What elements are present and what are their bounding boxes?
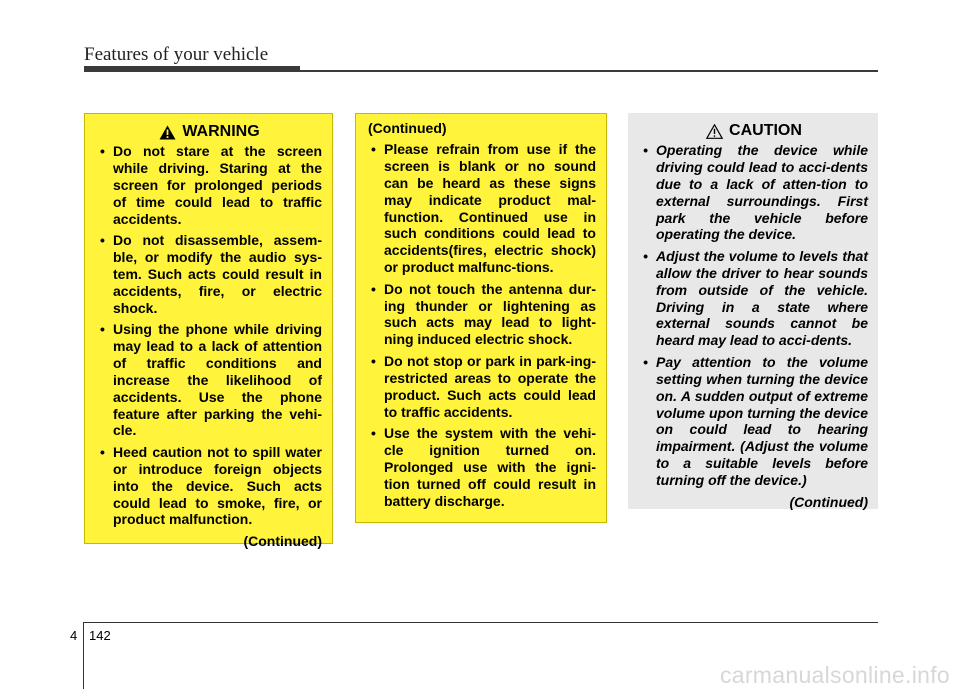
- continued-item: • Do not touch the antenna dur-ing thunder or lightening as such acts may lead to light-ning induced electric shock.: [368, 281, 596, 349]
- continued-item: • Please refrain from use if the screen is blank or no sound can be heard as these signs may indicate product mal-function. Continued use in such conditions could lead to accidents(fires, electric shock) or product malfunc-tions.: [368, 141, 596, 276]
- caution-item: • Operating the device while driving could lead to acci-dents due to a lack of atten-tion to external surroundings. First park the vehicle before operating the device.: [640, 142, 868, 243]
- header-rule: [300, 70, 878, 72]
- caution-item: • Adjust the volume to levels that allow the driver to hear sounds from outside of the vehicle. Driving in a state where external sounds cannot be heard may lead to acci-dents.: [640, 248, 868, 349]
- warning-list: [97, 143, 322, 528]
- caution-box: [628, 113, 878, 509]
- chapter-number: 4: [70, 628, 78, 643]
- caution-continued: (Continued): [789, 493, 868, 510]
- warning-item: • Using the phone while driving may lead to a lack of attention of traffic conditions and increase the likelihood of accidents. Use the phone feature after parking the vehi-cle.: [97, 321, 322, 439]
- watermark: carmanualsonline.info: [719, 662, 950, 688]
- warning-header: [97, 124, 322, 141]
- page-header-title: Features of your vehicle: [84, 44, 269, 65]
- warning-continued: (Continued): [243, 532, 322, 549]
- caution-item: • Pay attention to the volume setting when turning the device on. A sudden output of extreme volume upon turning the device on could lead to hearing impairment. (Adjust the volume to a suitable levels before turning off the device.): [640, 354, 868, 489]
- caution-title: CAUTION: [729, 122, 802, 139]
- caution-list: [640, 142, 868, 489]
- caution-header: [640, 123, 868, 140]
- warning-item: • Do not disassemble, assem-ble, or modify the audio sys-tem. Such acts could result in accidents, fire, or electric shock.: [97, 232, 322, 317]
- continued-item: • Do not stop or park in park-ing-restricted areas to operate the product. Such acts could lead to traffic accidents.: [368, 353, 596, 421]
- page-number: 142: [89, 628, 111, 643]
- warning-triangle-icon: [159, 125, 176, 140]
- warning-item: • Heed caution not to spill water or introduce foreign objects into the device. Such acts could lead to smoke, fire, or product malfunction.: [97, 444, 322, 529]
- warning-title: WARNING: [182, 123, 260, 140]
- continued-list: [368, 141, 596, 510]
- warning-box: [84, 113, 333, 549]
- warning-item: • Do not stare at the screen while driving. Staring at the screen for prolonged periods of time could lead to traffic accidents.: [97, 143, 322, 228]
- continued-item: • Use the system with the vehi-cle ignition turned on. Prolonged use with the igni-tion turned off could result in battery discharge.: [368, 425, 596, 510]
- caution-triangle-icon: [706, 124, 723, 139]
- footer-divider: [83, 622, 84, 689]
- continued-heading: (Continued): [368, 120, 447, 136]
- header-bar: [84, 66, 300, 72]
- footer-rule: [83, 622, 878, 623]
- warning-continued-box: [355, 113, 607, 523]
